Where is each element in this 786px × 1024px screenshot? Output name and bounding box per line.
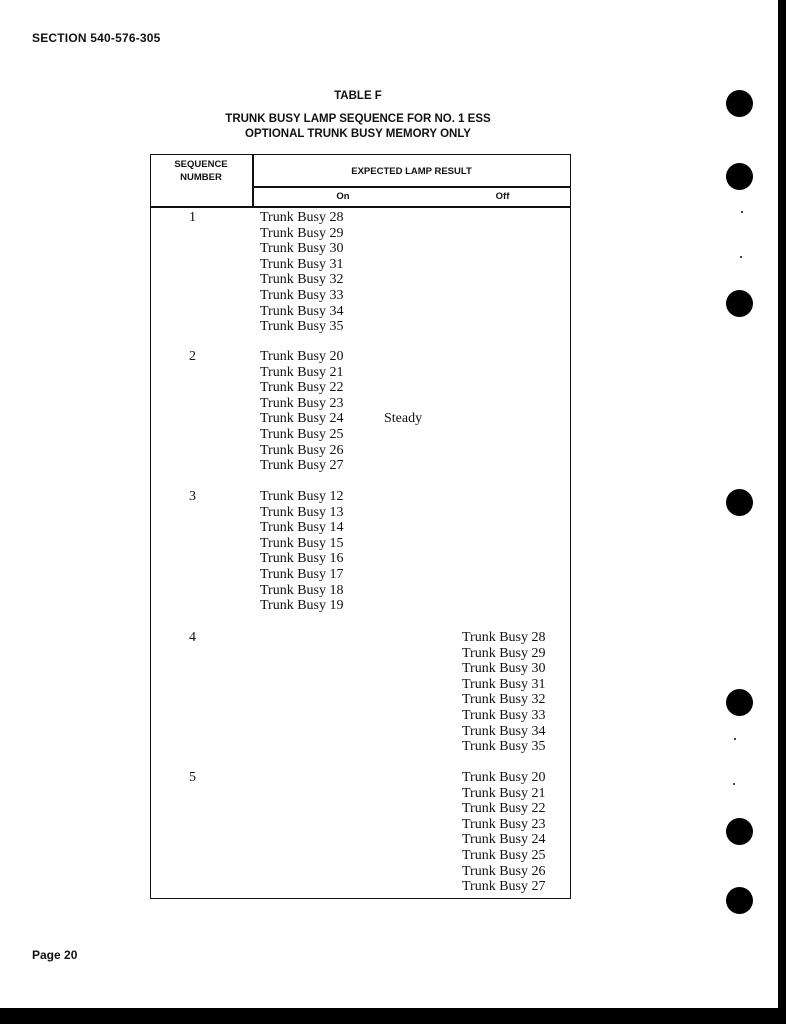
lamp-entry: Trunk Busy 31 xyxy=(260,256,344,272)
lamp-entry: Trunk Busy 15 xyxy=(260,535,344,551)
lamp-entry: Trunk Busy 24 xyxy=(260,411,344,427)
lamp-entry: Trunk Busy 23 xyxy=(462,816,546,832)
lamp-entry: Trunk Busy 20 xyxy=(260,349,344,364)
lamp-group-off xyxy=(462,630,546,755)
page-edge-right xyxy=(778,0,786,1008)
lamp-entry: Trunk Busy 13 xyxy=(260,504,344,520)
lamp-entry: Trunk Busy 25 xyxy=(260,426,344,442)
lamp-entry: Trunk Busy 16 xyxy=(260,551,344,567)
lamp-entry: Trunk Busy 29 xyxy=(462,645,546,661)
lamp-entry: Trunk Busy 30 xyxy=(260,241,344,257)
lamp-entry: Trunk Busy 17 xyxy=(260,566,344,582)
lamp-entry: Trunk Busy 35 xyxy=(260,319,344,335)
lamp-entry: Trunk Busy 21 xyxy=(260,364,344,380)
col-header-sequence-line-1: SEQUENCE xyxy=(174,159,228,170)
lamp-entry: Trunk Busy 20 xyxy=(462,770,546,785)
section-header: SECTION 540-576-305 xyxy=(32,31,161,45)
sequence-number: 1 xyxy=(189,210,196,225)
scan-speck xyxy=(733,783,735,785)
table-title-line-1: TRUNK BUSY LAMP SEQUENCE FOR NO. 1 ESS xyxy=(225,113,491,125)
lamp-entry: Trunk Busy 34 xyxy=(260,303,344,319)
col-header-expected: EXPECTED LAMP RESULT xyxy=(351,166,472,177)
lamp-group-on xyxy=(260,489,344,614)
sequence-number: 2 xyxy=(189,349,196,364)
punch-hole xyxy=(726,290,753,317)
header-divider-subcolumns xyxy=(252,186,571,188)
lamp-entry: Trunk Busy 31 xyxy=(462,676,546,692)
table-title-line-2: OPTIONAL TRUNK BUSY MEMORY ONLY xyxy=(245,128,471,140)
col-header-sequence xyxy=(150,158,252,184)
punch-hole xyxy=(726,90,753,117)
lamp-entry: Trunk Busy 23 xyxy=(260,395,344,411)
lamp-entry: Trunk Busy 21 xyxy=(462,785,546,801)
punch-hole xyxy=(726,818,753,845)
lamp-group-on xyxy=(260,349,344,474)
sequence-number: 4 xyxy=(189,630,196,645)
sequence-number: 5 xyxy=(189,770,196,785)
sequence-number: 3 xyxy=(189,489,196,504)
header-divider-bottom xyxy=(150,206,571,208)
table-label: TABLE F xyxy=(334,90,382,102)
punch-hole xyxy=(726,163,753,190)
lamp-entry: Trunk Busy 27 xyxy=(260,458,344,474)
lamp-entry: Trunk Busy 30 xyxy=(462,661,546,677)
lamp-entry: Trunk Busy 22 xyxy=(260,380,344,396)
scan-speck xyxy=(740,256,742,258)
page-edge-bottom xyxy=(0,1008,786,1024)
scan-speck xyxy=(741,211,743,213)
page-number: Page 20 xyxy=(32,948,78,962)
lamp-entry: Trunk Busy 34 xyxy=(462,723,546,739)
lamp-entry: Trunk Busy 22 xyxy=(462,801,546,817)
lamp-entry: Trunk Busy 33 xyxy=(462,707,546,723)
lamp-entry: Trunk Busy 14 xyxy=(260,520,344,536)
lamp-entry: Trunk Busy 35 xyxy=(462,739,546,755)
col-header-on: On xyxy=(336,191,350,202)
lamp-entry: Trunk Busy 33 xyxy=(260,287,344,303)
punch-hole xyxy=(726,489,753,516)
lamp-entry: Trunk Busy 28 xyxy=(462,630,546,645)
steady-note: Steady xyxy=(384,411,423,426)
lamp-group-off xyxy=(462,770,546,895)
lamp-entry: Trunk Busy 26 xyxy=(260,442,344,458)
lamp-group-on xyxy=(260,210,344,335)
lamp-entry: Trunk Busy 18 xyxy=(260,582,344,598)
punch-hole xyxy=(726,689,753,716)
lamp-entry: Trunk Busy 12 xyxy=(260,489,344,504)
lamp-entry: Trunk Busy 28 xyxy=(260,210,344,225)
lamp-entry: Trunk Busy 32 xyxy=(260,272,344,288)
lamp-entry: Trunk Busy 19 xyxy=(260,598,344,614)
lamp-entry: Trunk Busy 32 xyxy=(462,692,546,708)
lamp-entry: Trunk Busy 24 xyxy=(462,832,546,848)
col-header-off: Off xyxy=(495,191,510,202)
lamp-entry: Trunk Busy 27 xyxy=(462,879,546,895)
lamp-entry: Trunk Busy 26 xyxy=(462,863,546,879)
lamp-entry: Trunk Busy 29 xyxy=(260,225,344,241)
col-header-sequence-line-2: NUMBER xyxy=(180,172,222,183)
lamp-entry: Trunk Busy 25 xyxy=(462,847,546,863)
punch-hole xyxy=(726,887,753,914)
scan-speck xyxy=(734,738,736,740)
